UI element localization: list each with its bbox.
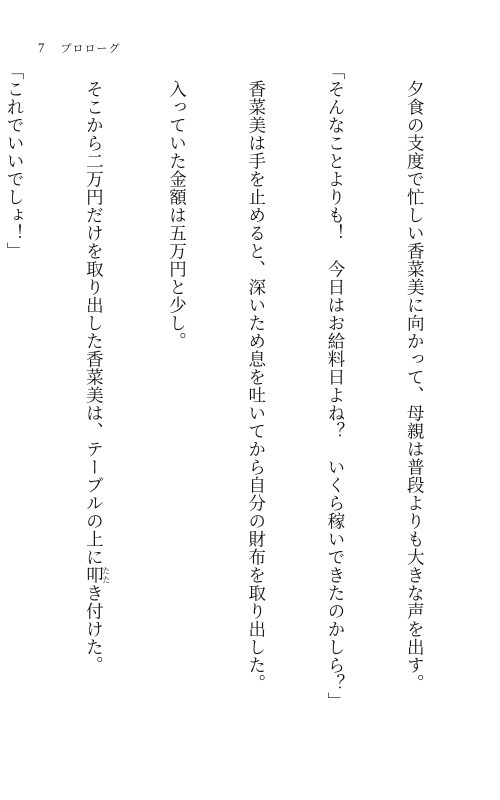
novel-text-body: [0, 62, 480, 710]
text-line: 「そんなことよりも！ 今日はお給料日よね？ いくら稼いできたのかしら？」: [324, 62, 345, 710]
text-line: 「これでいいでしょ！」: [4, 62, 25, 260]
page-number: 7: [38, 40, 45, 55]
text-line: 夕食の支度で忙しい香菜美に向かって、母親は普段よりも大きな声を出す。: [404, 62, 425, 692]
chapter-title: プロローグ: [60, 42, 121, 55]
page-header: [38, 40, 121, 56]
ruby-reading: たた: [101, 566, 111, 584]
text-line-with-ruby: [80, 62, 110, 682]
ruby-annotation: 叩たた: [83, 566, 111, 584]
text-line: 入っていた金額は五万円と少し。: [166, 62, 187, 350]
text-line-main: そこから二万円だけを取り出した香菜美は、テーブルの上に叩たたき付けた。: [83, 62, 111, 674]
text-line: 香菜美は手を止めると、深いため息を吐いてから自分の財布を取り出した。: [245, 62, 266, 692]
